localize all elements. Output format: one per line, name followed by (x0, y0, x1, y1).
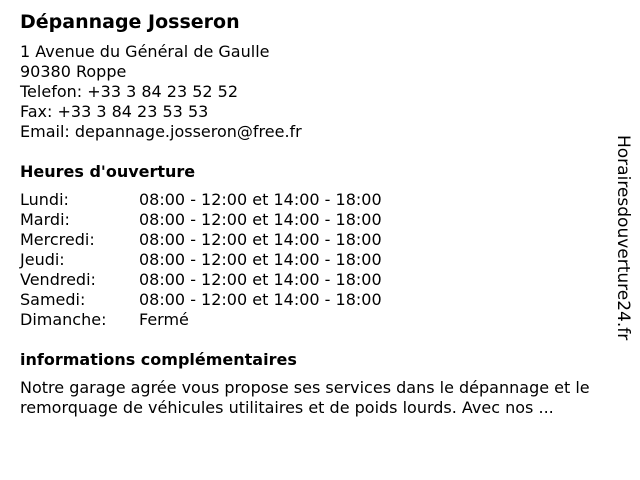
hours-row-tuesday (20, 210, 620, 230)
hours-time: Fermé (139, 310, 189, 329)
hours-row-wednesday (20, 230, 620, 250)
opening-hours-table (20, 190, 620, 330)
hours-time: 08:00 - 12:00 et 14:00 - 18:00 (139, 290, 382, 309)
hours-row-saturday (20, 290, 620, 310)
business-card (20, 10, 620, 418)
address-line-2: 90380 Roppe (20, 62, 127, 81)
hours-day: Dimanche: (20, 310, 107, 329)
hours-row-friday (20, 270, 620, 290)
hours-day: Lundi: (20, 190, 69, 209)
hours-row-monday (20, 190, 620, 210)
business-name: Dépannage Josseron (20, 11, 240, 33)
phone-line: Telefon: +33 3 84 23 52 52 (20, 82, 239, 101)
hours-time: 08:00 - 12:00 et 14:00 - 18:00 (139, 270, 382, 289)
hours-time: 08:00 - 12:00 et 14:00 - 18:00 (139, 210, 382, 229)
hours-row-thursday (20, 250, 620, 270)
opening-hours-heading: Heures d'ouverture (20, 162, 196, 181)
hours-time: 08:00 - 12:00 et 14:00 - 18:00 (139, 250, 382, 269)
hours-time: 08:00 - 12:00 et 14:00 - 18:00 (139, 230, 382, 249)
hours-day: Jeudi: (20, 250, 65, 269)
hours-day: Mercredi: (20, 230, 95, 249)
additional-info-text: Notre garage agrée vous propose ses services dans le dépannage et le remorquage de véhicules utilitaires et de poids lourds. Avec nos ... (20, 378, 590, 417)
hours-row-sunday (20, 310, 620, 330)
address-line-1: 1 Avenue du Général de Gaulle (20, 42, 270, 61)
email-line: Email: depannage.josseron@free.fr (20, 122, 302, 141)
site-watermark: Horairesdouverture24.fr (613, 135, 633, 341)
hours-day: Mardi: (20, 210, 70, 229)
hours-time: 08:00 - 12:00 et 14:00 - 18:00 (139, 190, 382, 209)
additional-info-heading: informations complémentaires (20, 350, 297, 369)
fax-line: Fax: +33 3 84 23 53 53 (20, 102, 209, 121)
hours-day: Samedi: (20, 290, 86, 309)
hours-day: Vendredi: (20, 270, 96, 289)
